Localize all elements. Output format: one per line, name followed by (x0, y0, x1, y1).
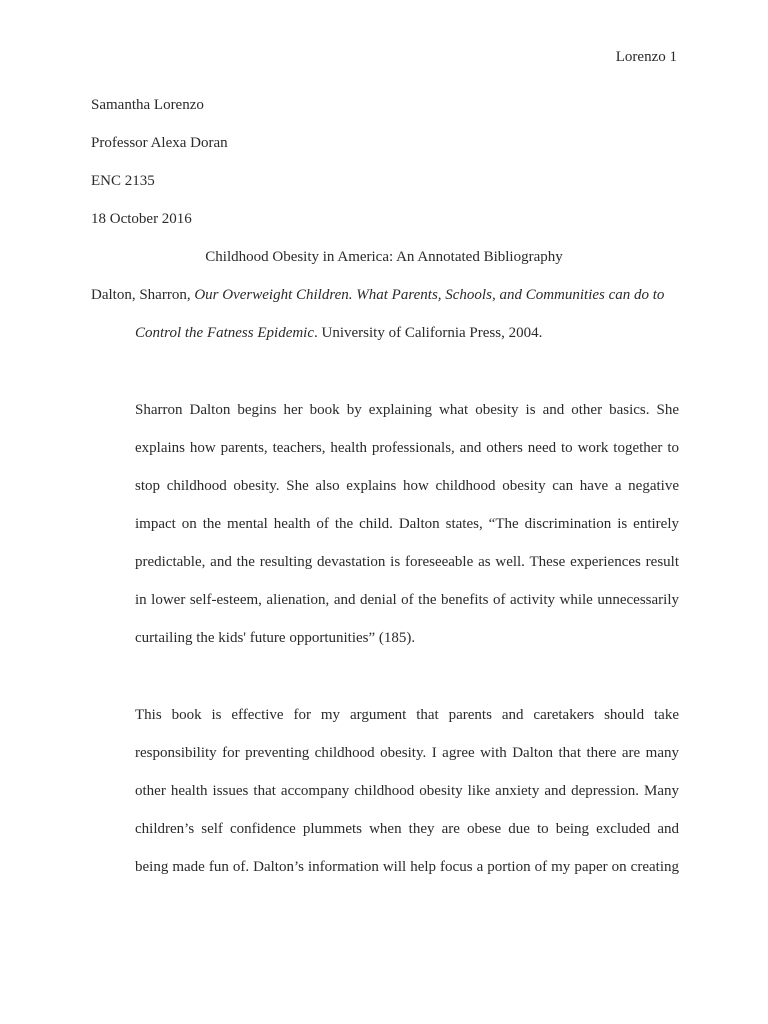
citation-line-1 (91, 285, 664, 305)
professor-name: Professor Alexa Doran (91, 135, 228, 151)
summary-line: explains how parents, teachers, health professionals, and others need to work together to (135, 440, 679, 456)
evaluation-line: being made fun of. Dalton’s information will help focus a portion of my paper on creating (135, 859, 679, 875)
course-code: ENC 2135 (91, 173, 155, 189)
summary-line: impact on the mental health of the child. Dalton states, “The discrimination is entirely (135, 516, 679, 532)
citation-publisher: . University of California Press, 2004. (314, 325, 543, 341)
evaluation-line: other health issues that accompany childhood obesity like anxiety and depression. Many (135, 783, 679, 799)
citation-line-2 (135, 323, 542, 343)
evaluation-line: responsibility for preventing childhood obesity. I agree with Dalton that there are many (135, 745, 679, 761)
citation-authors: Dalton, Sharron, (91, 287, 195, 303)
summary-line: stop childhood obesity. She also explains how childhood obesity can have a negative (135, 478, 679, 494)
summary-line: Sharron Dalton begins her book by explaining what obesity is and other basics. She (135, 402, 679, 418)
citation-book-title-part1: Our Overweight Children. What Parents, Schools, and Communities can do to (194, 287, 665, 303)
running-head: Lorenzo 1 (615, 49, 677, 65)
document-date: 18 October 2016 (91, 211, 192, 227)
author-name: Samantha Lorenzo (91, 97, 204, 113)
citation-book-title-part2: Control the Fatness Epidemic (135, 325, 315, 341)
evaluation-line: children’s self confidence plummets when they are obese due to being excluded and (135, 821, 679, 837)
summary-line: predictable, and the resulting devastation is foreseeable as well. These experiences result (135, 554, 679, 570)
evaluation-line: This book is effective for my argument that parents and caretakers should take (135, 707, 679, 723)
summary-line: in lower self-esteem, alienation, and denial of the benefits of activity while unnecessarily (135, 592, 679, 608)
document-title: Childhood Obesity in America: An Annotated Bibliography (205, 249, 563, 265)
summary-line: curtailing the kids' future opportunities” (185). (135, 630, 416, 646)
